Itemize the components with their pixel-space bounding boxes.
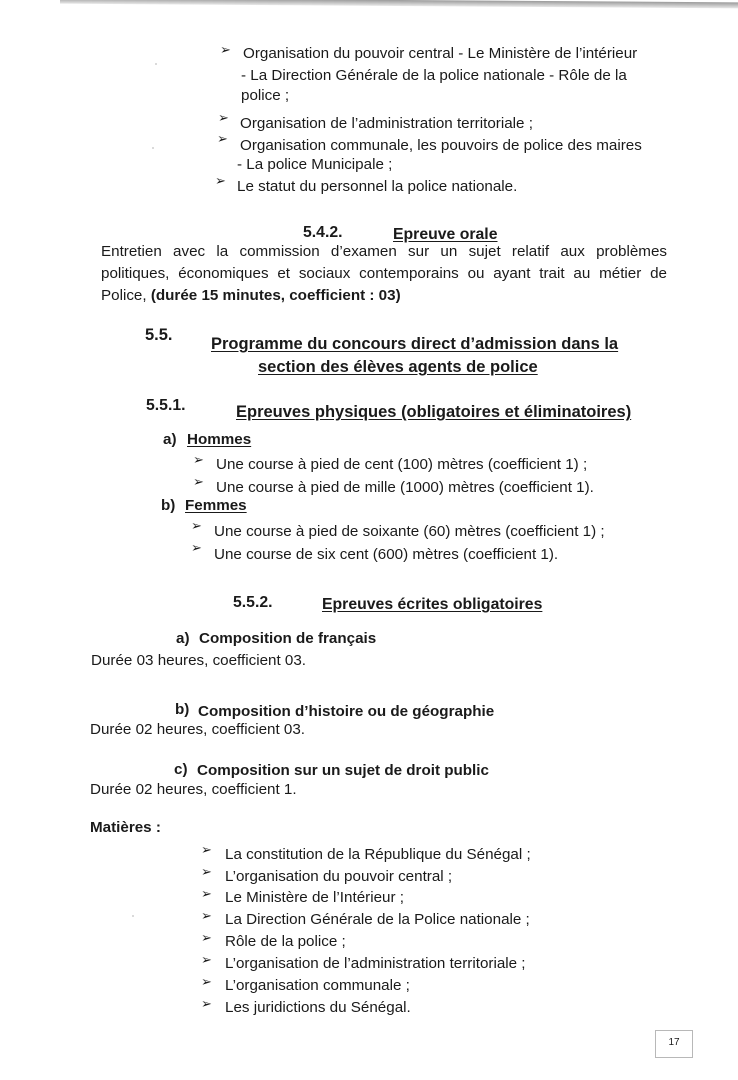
arrow-bullet-icon: ➢ (201, 908, 212, 923)
composition-detail: Durée 02 heures, coefficient 1. (90, 781, 297, 798)
list-item: La constitution de la République du Sénégal ; (225, 846, 531, 863)
arrow-bullet-icon: ➢ (201, 952, 212, 967)
list-item: La Direction Générale de la Police nationale ; (225, 911, 530, 928)
arrow-bullet-icon: ➢ (201, 842, 212, 857)
arrow-bullet-icon: ➢ (218, 110, 229, 125)
section-number: 5.5.1. (146, 397, 186, 414)
paragraph-line (101, 285, 667, 307)
arrow-bullet-icon: ➢ (220, 42, 231, 57)
composition-detail: Durée 02 heures, coefficient 03. (90, 721, 306, 738)
section-title: Programme du concours direct d’admission dans la (211, 335, 619, 353)
page-number: 17 (655, 1030, 693, 1058)
list-item: Une course à pied de cent (100) mètres (coefficient 1) ; (216, 456, 588, 473)
list-item-line: Organisation communale, les pouvoirs de police des maires (240, 137, 642, 154)
paragraph-text: Police, (101, 287, 151, 304)
arrow-bullet-icon: ➢ (201, 996, 212, 1011)
list-item-line: police ; (241, 87, 290, 104)
section-title: Epreuve orale (393, 226, 498, 243)
composition-letter: a) (176, 630, 190, 647)
section-title: section des élèves agents de police (258, 358, 538, 376)
list-item: L’organisation communale ; (225, 977, 410, 994)
paragraph-line: Entretien avec la commission d’examen sur un sujet relatif aux problèmes (101, 243, 667, 260)
list-item-line: Organisation du pouvoir central - Le Ministère de l’intérieur (243, 45, 638, 62)
composition-letter: c) (174, 761, 188, 778)
arrow-bullet-icon: ➢ (201, 974, 212, 989)
list-item: Les juridictions du Sénégal. (225, 999, 411, 1016)
list-item-line: Le statut du personnel la police nationale. (237, 178, 518, 195)
section-title: Epreuves physiques (obligatoires et éliminatoires) (236, 403, 632, 421)
arrow-bullet-icon: ➢ (191, 518, 202, 533)
composition-detail: Durée 03 heures, coefficient 03. (91, 652, 307, 669)
arrow-bullet-icon: ➢ (191, 540, 202, 555)
list-item: L’organisation du pouvoir central ; (225, 868, 453, 885)
paragraph-line: politiques, économiques et sociaux contemporains ou ayant trait au métier de (101, 265, 667, 282)
list-item: L’organisation de l’administration territoriale ; (225, 955, 526, 972)
group-label: Femmes (185, 497, 247, 514)
scan-speck (152, 147, 154, 149)
list-item: Une course de six cent (600) mètres (coefficient 1). (214, 546, 559, 563)
group-label: Hommes (187, 431, 252, 448)
list-item: Une course à pied de mille (1000) mètres (coefficient 1). (216, 479, 594, 496)
list-item: Le Ministère de l’Intérieur ; (225, 889, 404, 906)
group-letter: a) (163, 431, 177, 448)
matieres-label: Matières : (90, 819, 161, 836)
list-item: Une course à pied de soixante (60) mètres (coefficient 1) ; (214, 523, 605, 540)
section-number: 5.4.2. (303, 224, 343, 241)
section-number: 5.5.2. (233, 594, 273, 611)
list-item: Rôle de la police ; (225, 933, 346, 950)
scan-speck (132, 915, 134, 917)
paragraph-emphasis: (durée 15 minutes, coefficient : 03) (150, 287, 401, 304)
section-number: 5.5. (145, 326, 173, 344)
list-item-line: Organisation de l’administration territoriale ; (240, 115, 533, 132)
arrow-bullet-icon: ➢ (201, 864, 212, 879)
scan-speck (155, 63, 157, 65)
composition-title: Composition sur un sujet de droit public (197, 762, 489, 779)
arrow-bullet-icon: ➢ (193, 452, 204, 467)
list-item-line: - La Direction Générale de la police nationale - Rôle de la (241, 67, 627, 84)
arrow-bullet-icon: ➢ (215, 173, 226, 188)
arrow-bullet-icon: ➢ (201, 930, 212, 945)
arrow-bullet-icon: ➢ (193, 474, 204, 489)
list-item-line: - La police Municipale ; (237, 156, 393, 173)
group-letter: b) (161, 497, 176, 514)
arrow-bullet-icon: ➢ (217, 131, 228, 146)
composition-title: Composition de français (199, 630, 377, 647)
composition-letter: b) (175, 701, 190, 718)
section-title: Epreuves écrites obligatoires (322, 596, 543, 613)
oral-exam-paragraph (101, 241, 667, 307)
composition-title: Composition d’histoire ou de géographie (198, 703, 495, 720)
arrow-bullet-icon: ➢ (201, 886, 212, 901)
scan-edge (60, 0, 738, 8)
